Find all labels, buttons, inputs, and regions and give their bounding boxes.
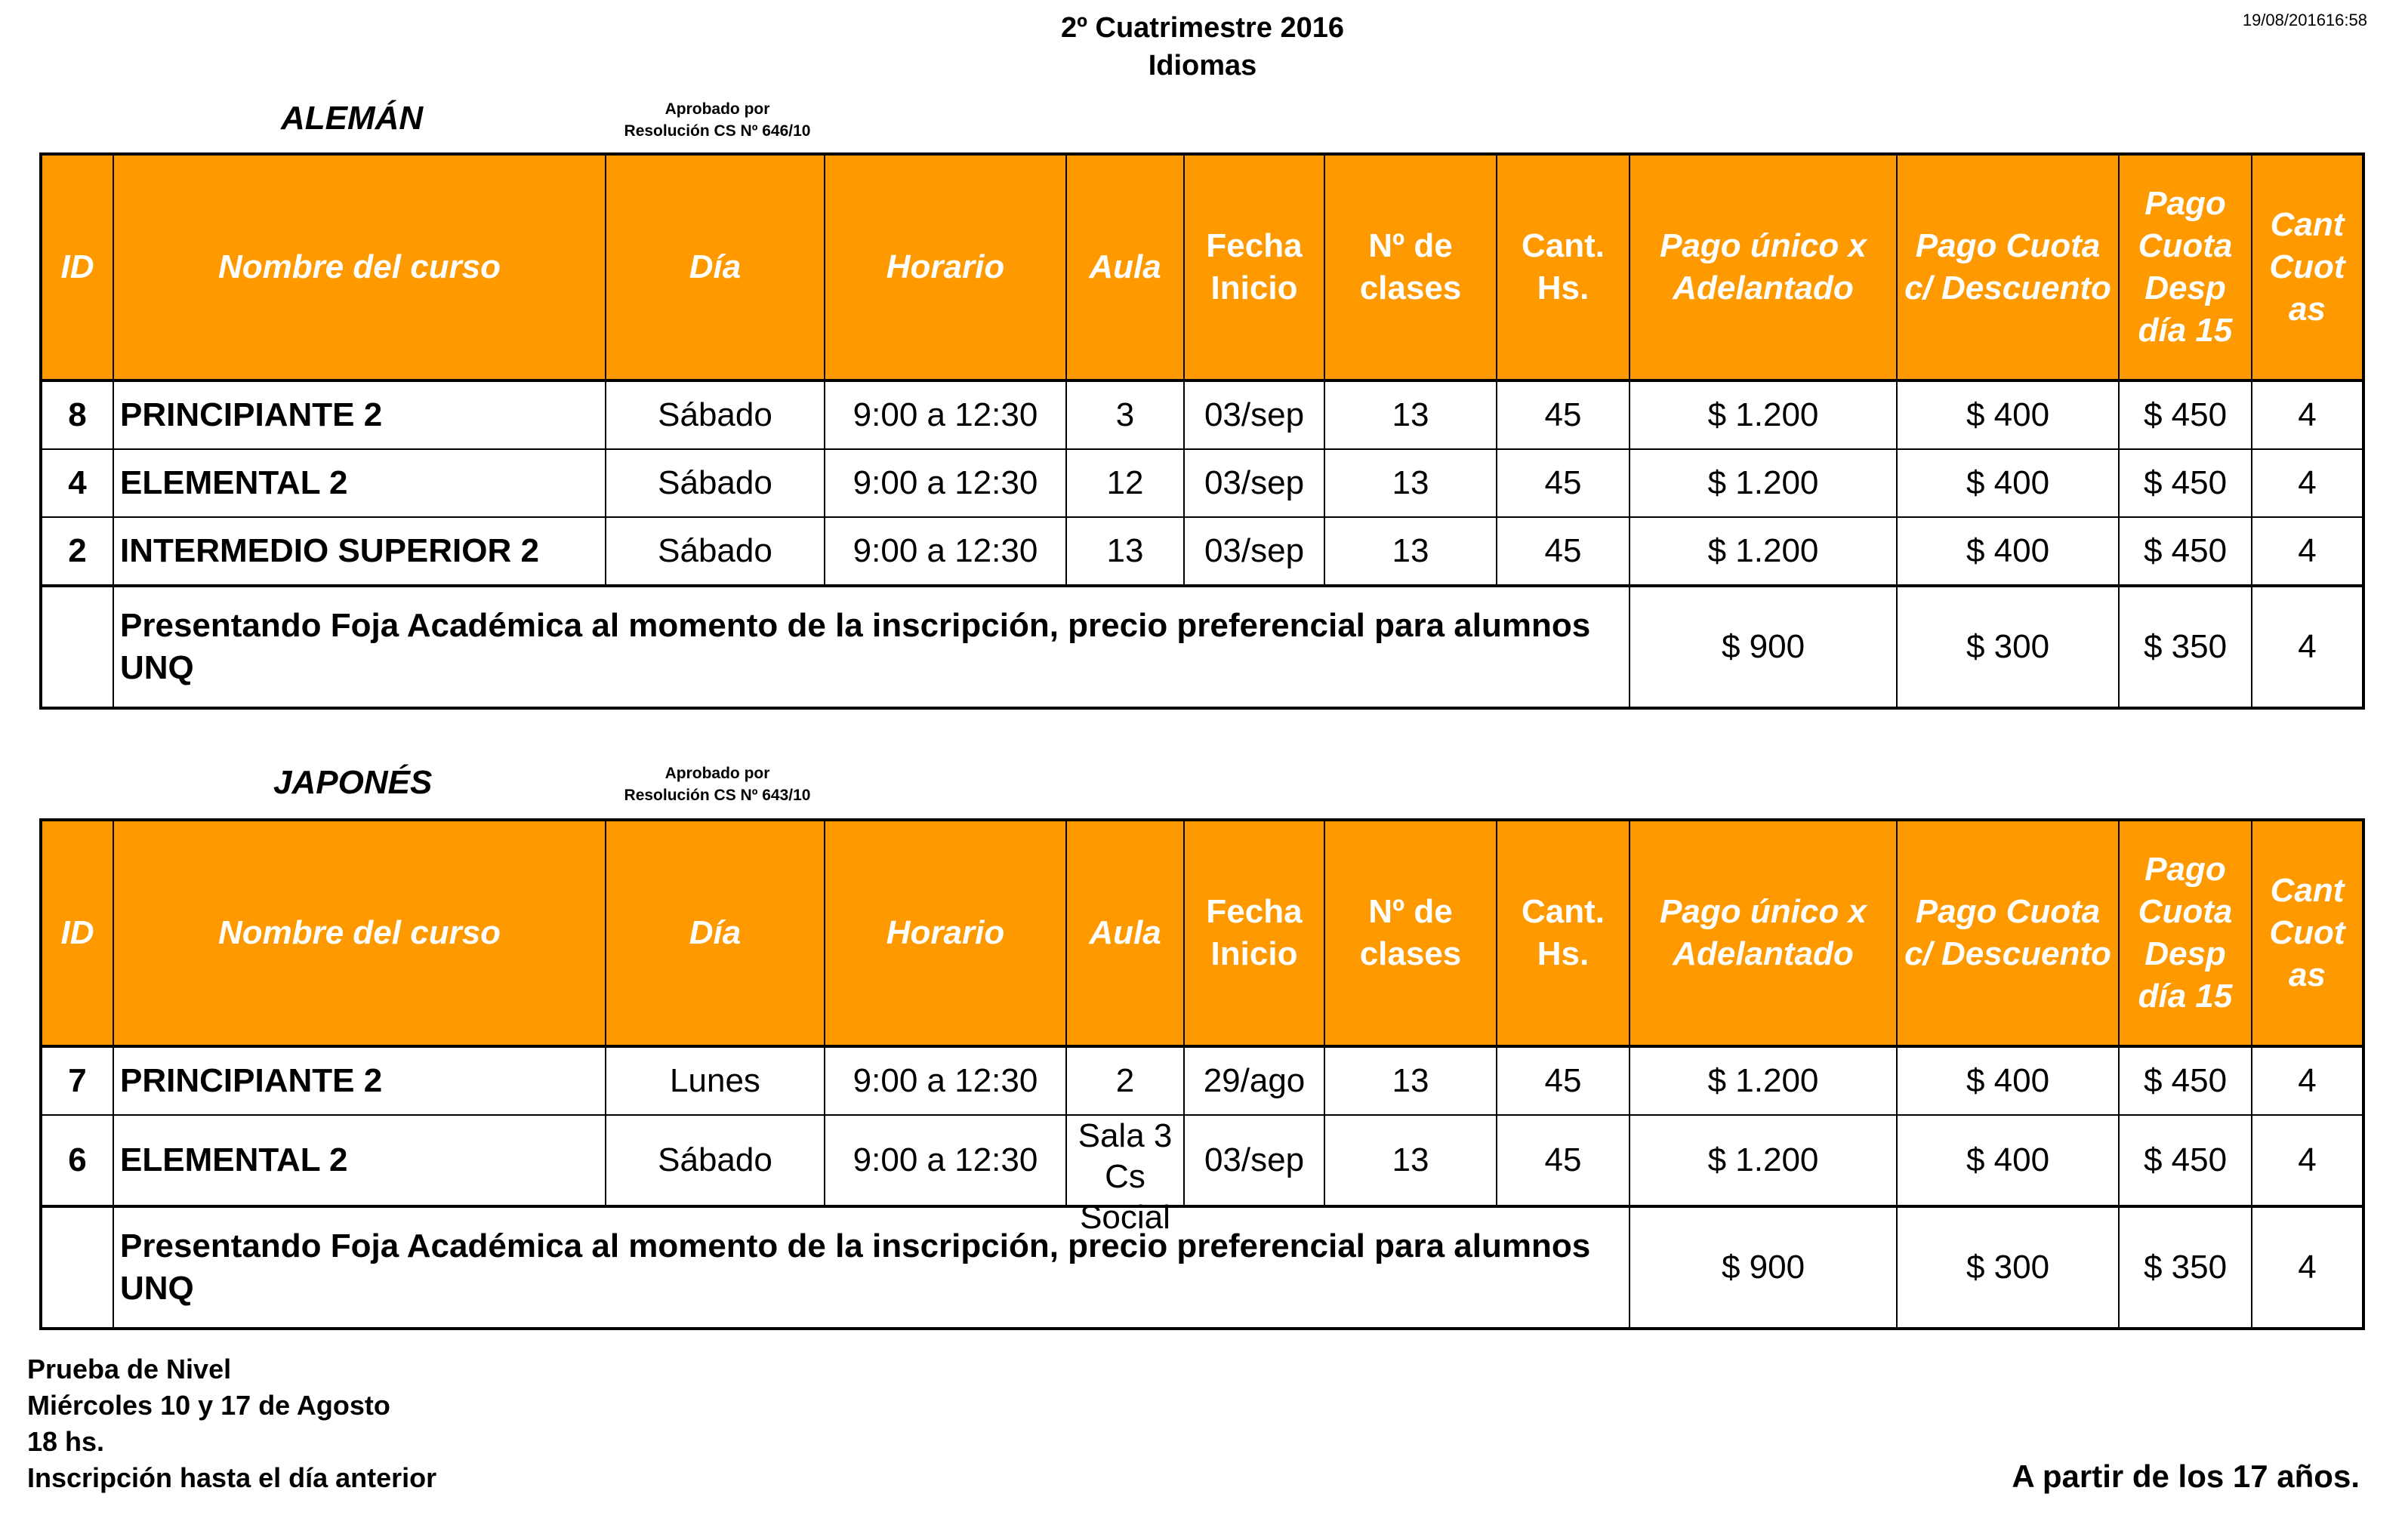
cell-hours: 45 bbox=[1497, 380, 1630, 449]
cell-classes: 13 bbox=[1324, 1115, 1497, 1206]
cell-day: Lunes bbox=[606, 1046, 825, 1115]
cell-start-date: 03/sep bbox=[1184, 1115, 1324, 1206]
level-test-dates: Miércoles 10 y 17 de Agosto bbox=[27, 1390, 390, 1421]
col-course-name: Nombre del curso bbox=[113, 154, 606, 380]
header-row bbox=[41, 820, 2363, 1046]
cell-day: Sábado bbox=[606, 380, 825, 449]
course-table-aleman bbox=[39, 152, 2365, 710]
cell-start-date: 03/sep bbox=[1184, 380, 1324, 449]
cell-id: 8 bbox=[41, 380, 113, 449]
cell-installment-late: $ 450 bbox=[2119, 380, 2252, 449]
section-title-japones: JAPONÉS bbox=[273, 764, 433, 801]
cell-installment-late: $ 450 bbox=[2119, 1046, 2252, 1115]
cell-id: 4 bbox=[41, 449, 113, 517]
col-course-name: Nombre del curso bbox=[113, 820, 606, 1046]
col-day: Día bbox=[606, 820, 825, 1046]
cell-course-name: ELEMENTAL 2 bbox=[113, 449, 606, 517]
cell-start-date: 29/ago bbox=[1184, 1046, 1324, 1115]
cell-installment-discount: $ 400 bbox=[1897, 517, 2119, 586]
approval-resolution: Resolución CS Nº 646/10 bbox=[624, 122, 811, 140]
cell-room: 12 bbox=[1066, 449, 1184, 517]
col-single-payment: Pago único x Adelantado bbox=[1630, 154, 1897, 380]
cell-hours: 45 bbox=[1497, 517, 1630, 586]
cell-room bbox=[1066, 1115, 1184, 1236]
cell-installments-count: 4 bbox=[2252, 1115, 2363, 1206]
cell-classes: 13 bbox=[1324, 517, 1497, 586]
cell-installment-discount: $ 400 bbox=[1897, 1046, 2119, 1115]
cell-installments-count: 4 bbox=[2252, 380, 2363, 449]
level-test-title: Prueba de Nivel bbox=[27, 1354, 232, 1384]
col-installment-discount: Pago Cuota c/ Descuento bbox=[1897, 154, 2119, 380]
table-row bbox=[41, 1115, 2363, 1206]
cell-course-name: INTERMEDIO SUPERIOR 2 bbox=[113, 517, 606, 586]
cell-hours: 45 bbox=[1497, 1115, 1630, 1206]
cell-schedule: 9:00 a 12:30 bbox=[825, 1115, 1066, 1206]
cell-room: 13 bbox=[1066, 517, 1184, 586]
section-title-aleman: ALEMÁN bbox=[281, 100, 424, 137]
table-row bbox=[41, 380, 2363, 449]
approval-note-aleman bbox=[581, 98, 853, 142]
cell-installment-discount: $ 300 bbox=[1897, 1206, 2119, 1329]
col-installment-discount: Pago Cuota c/ Descuento bbox=[1897, 820, 2119, 1046]
cell-installment-late: $ 350 bbox=[2119, 1206, 2252, 1329]
col-hours: Cant. Hs. bbox=[1497, 820, 1630, 1046]
cell-installments-count: 4 bbox=[2252, 1206, 2363, 1329]
page-subtitle: Idiomas bbox=[1148, 50, 1257, 82]
approval-label: Aprobado por bbox=[664, 100, 770, 118]
cell-id: 6 bbox=[41, 1115, 113, 1206]
col-start-date: Fecha Inicio bbox=[1184, 154, 1324, 380]
cell-classes: 13 bbox=[1324, 1046, 1497, 1115]
cell-classes: 13 bbox=[1324, 380, 1497, 449]
col-room: Aula bbox=[1066, 154, 1184, 380]
cell-classes: 13 bbox=[1324, 449, 1497, 517]
cell-id-empty bbox=[41, 586, 113, 708]
cell-installment-late: $ 450 bbox=[2119, 449, 2252, 517]
col-installment-late: Pago Cuota Desp día 15 bbox=[2119, 820, 2252, 1046]
cell-single-payment: $ 1.200 bbox=[1630, 1115, 1897, 1206]
cell-installments-count: 4 bbox=[2252, 1046, 2363, 1115]
preferential-price-note: Presentando Foja Académica al momento de la inscripción, precio preferencial para alumnos UNQ bbox=[113, 1206, 1630, 1329]
cell-schedule: 9:00 a 12:30 bbox=[825, 380, 1066, 449]
cell-id: 7 bbox=[41, 1046, 113, 1115]
col-installment-late: Pago Cuota Desp día 15 bbox=[2119, 154, 2252, 380]
cell-room: 2 bbox=[1066, 1046, 1184, 1115]
cell-schedule: 9:00 a 12:30 bbox=[825, 517, 1066, 586]
cell-day: Sábado bbox=[606, 1115, 825, 1206]
cell-single-payment: $ 1.200 bbox=[1630, 1046, 1897, 1115]
col-installments-count: Cant Cuot as bbox=[2252, 820, 2363, 1046]
cell-installments-count: 4 bbox=[2252, 449, 2363, 517]
table-row bbox=[41, 1046, 2363, 1115]
cell-day: Sábado bbox=[606, 517, 825, 586]
cell-installment-discount: $ 400 bbox=[1897, 380, 2119, 449]
cell-installment-discount: $ 300 bbox=[1897, 586, 2119, 708]
col-classes: Nº de clases bbox=[1324, 154, 1497, 380]
cell-course-name: PRINCIPIANTE 2 bbox=[113, 1046, 606, 1115]
preferential-price-note: Presentando Foja Académica al momento de la inscripción, precio preferencial para alumnos UNQ bbox=[113, 586, 1630, 708]
cell-day: Sábado bbox=[606, 449, 825, 517]
col-schedule: Horario bbox=[825, 154, 1066, 380]
cell-hours: 45 bbox=[1497, 1046, 1630, 1115]
col-installments-count: Cant Cuot as bbox=[2252, 154, 2363, 380]
cell-room: 3 bbox=[1066, 380, 1184, 449]
col-hours: Cant. Hs. bbox=[1497, 154, 1630, 380]
col-classes: Nº de clases bbox=[1324, 820, 1497, 1046]
enrollment-deadline: Inscripción hasta el día anterior bbox=[27, 1462, 437, 1493]
cell-single-payment: $ 900 bbox=[1630, 1206, 1897, 1329]
col-single-payment: Pago único x Adelantado bbox=[1630, 820, 1897, 1046]
cell-single-payment: $ 900 bbox=[1630, 586, 1897, 708]
cell-installments-count: 4 bbox=[2252, 586, 2363, 708]
cell-id: 2 bbox=[41, 517, 113, 586]
cell-installment-late: $ 450 bbox=[2119, 517, 2252, 586]
cell-schedule: 9:00 a 12:30 bbox=[825, 449, 1066, 517]
cell-id-empty bbox=[41, 1206, 113, 1329]
col-id: ID bbox=[41, 820, 113, 1046]
table-row bbox=[41, 517, 2363, 586]
col-id: ID bbox=[41, 154, 113, 380]
approval-note-japones bbox=[581, 762, 853, 806]
cell-room-text: Sala 3 Cs Social bbox=[1078, 1117, 1173, 1236]
table-row bbox=[41, 449, 2363, 517]
preferential-price-row bbox=[41, 1206, 2363, 1329]
cell-installment-discount: $ 400 bbox=[1897, 1115, 2119, 1206]
approval-resolution: Resolución CS Nº 643/10 bbox=[624, 787, 811, 804]
col-schedule: Horario bbox=[825, 820, 1066, 1046]
cell-single-payment: $ 1.200 bbox=[1630, 517, 1897, 586]
preferential-price-row bbox=[41, 586, 2363, 708]
col-room: Aula bbox=[1066, 820, 1184, 1046]
cell-course-name: PRINCIPIANTE 2 bbox=[113, 380, 606, 449]
level-test-time: 18 hs. bbox=[27, 1426, 105, 1457]
timestamp: 19/08/201616:58 bbox=[2242, 11, 2367, 29]
page-title: 2º Cuatrimestre 2016 bbox=[1060, 12, 1345, 44]
cell-installment-late: $ 450 bbox=[2119, 1115, 2252, 1206]
cell-course-name: ELEMENTAL 2 bbox=[113, 1115, 606, 1206]
cell-hours: 45 bbox=[1497, 449, 1630, 517]
cell-start-date: 03/sep bbox=[1184, 517, 1324, 586]
header-row bbox=[41, 154, 2363, 380]
cell-schedule: 9:00 a 12:30 bbox=[825, 1046, 1066, 1115]
cell-single-payment: $ 1.200 bbox=[1630, 449, 1897, 517]
cell-installment-late: $ 350 bbox=[2119, 586, 2252, 708]
level-test-info bbox=[27, 1351, 436, 1496]
approval-label: Aprobado por bbox=[664, 765, 770, 782]
col-start-date: Fecha Inicio bbox=[1184, 820, 1324, 1046]
course-table-japones bbox=[39, 818, 2365, 1330]
cell-single-payment: $ 1.200 bbox=[1630, 380, 1897, 449]
cell-start-date: 03/sep bbox=[1184, 449, 1324, 517]
cell-installment-discount: $ 400 bbox=[1897, 449, 2119, 517]
col-day: Día bbox=[606, 154, 825, 380]
cell-installments-count: 4 bbox=[2252, 517, 2363, 586]
age-requirement: A partir de los 17 años. bbox=[2012, 1458, 2360, 1494]
